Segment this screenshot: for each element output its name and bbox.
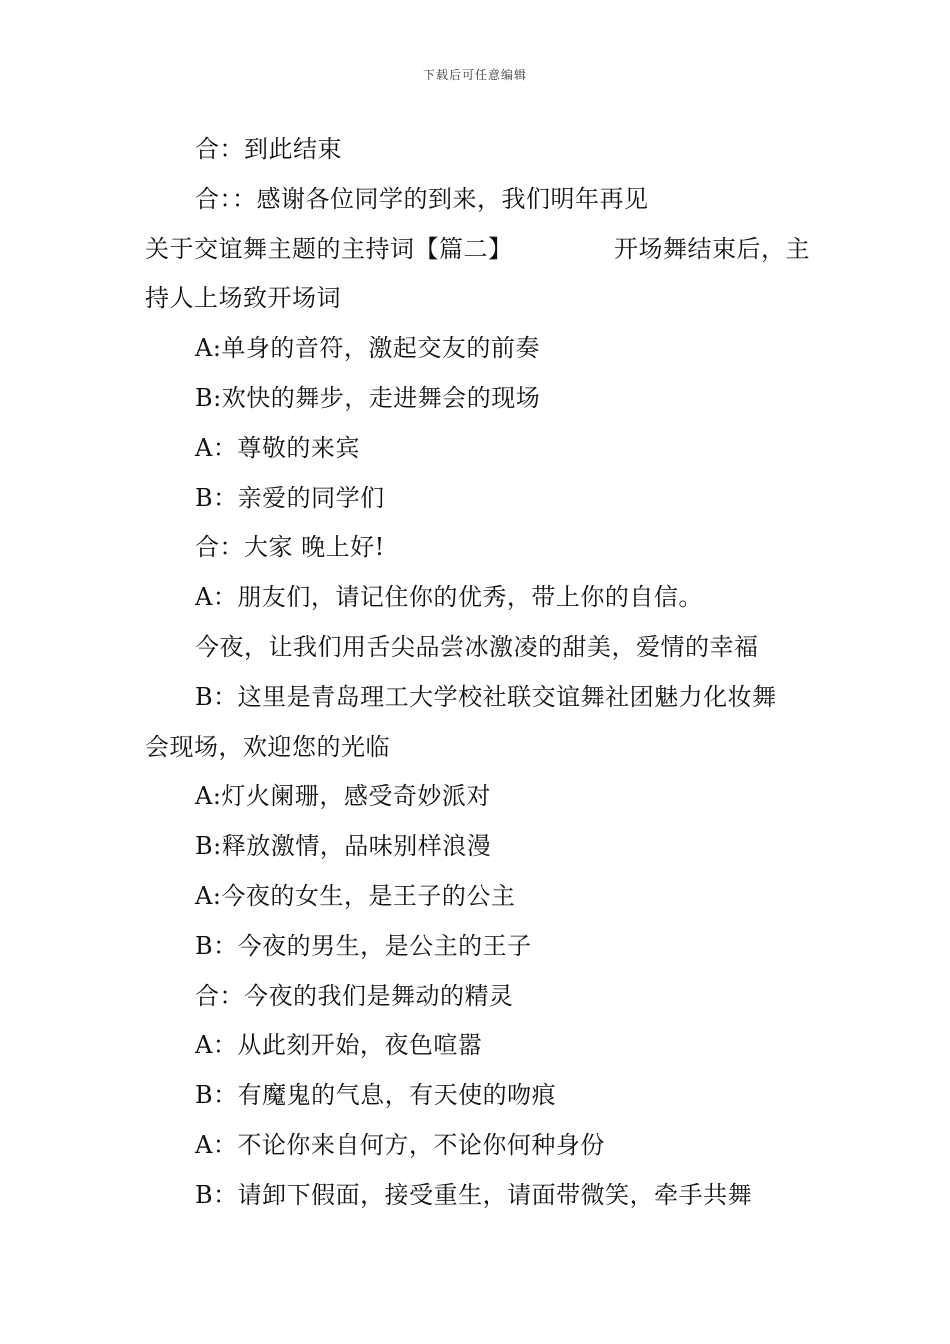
text-line: 合：到此结束: [195, 135, 342, 163]
text-line: A：从此刻开始，夜色喧嚣: [195, 1031, 483, 1060]
text-line: 今夜，让我们用舌尖品尝冰激凌的甜美，爱情的幸福: [195, 632, 759, 661]
text-line: 开场舞结束后，主: [614, 234, 810, 263]
text-line: B：今夜的男生，是公主的王子: [195, 931, 532, 960]
text-line: A:今夜的女生，是王子的公主: [195, 881, 516, 910]
section-heading-line: [145, 225, 810, 275]
text-line: B：这里是青岛理工大学校社联交谊舞社团魅力化妆舞: [195, 682, 777, 711]
text-line: A：尊敬的来宾: [195, 433, 360, 462]
text-line: 持人上场致开场词: [145, 284, 341, 313]
section-heading: 关于交谊舞主题的主持词【篇二】: [145, 234, 513, 263]
text-line: B:释放激情，品味别样浪漫: [195, 832, 492, 861]
text-line: 合：大家 晚上好!: [195, 533, 385, 562]
text-line: B：有魔鬼的气息，有天使的吻痕: [195, 1081, 557, 1110]
text-line: B：亲爱的同学们: [195, 483, 385, 512]
text-line: B:欢快的舞步，走进舞会的现场: [195, 383, 541, 412]
document-body: [145, 125, 810, 1221]
text-line: A:灯火阑珊，感受奇妙派对: [195, 782, 491, 811]
text-line: 会现场，欢迎您的光临: [145, 732, 390, 761]
text-line: A:单身的音符，激起交友的前奏: [195, 334, 540, 363]
text-line: B：请卸下假面，接受重生，请面带微笑，牵手共舞: [195, 1180, 753, 1209]
header-note: 下载后可任意编辑: [422, 68, 527, 82]
text-line: 合：今夜的我们是舞动的精灵: [195, 981, 514, 1010]
text-line: A：朋友们，请记住你的优秀，带上你的自信。: [195, 583, 703, 612]
text-line: A：不论你来自何方，不论你何种身份: [195, 1130, 605, 1159]
text-line: 合：：感谢各位同学的到来，我们明年再见: [195, 184, 649, 213]
